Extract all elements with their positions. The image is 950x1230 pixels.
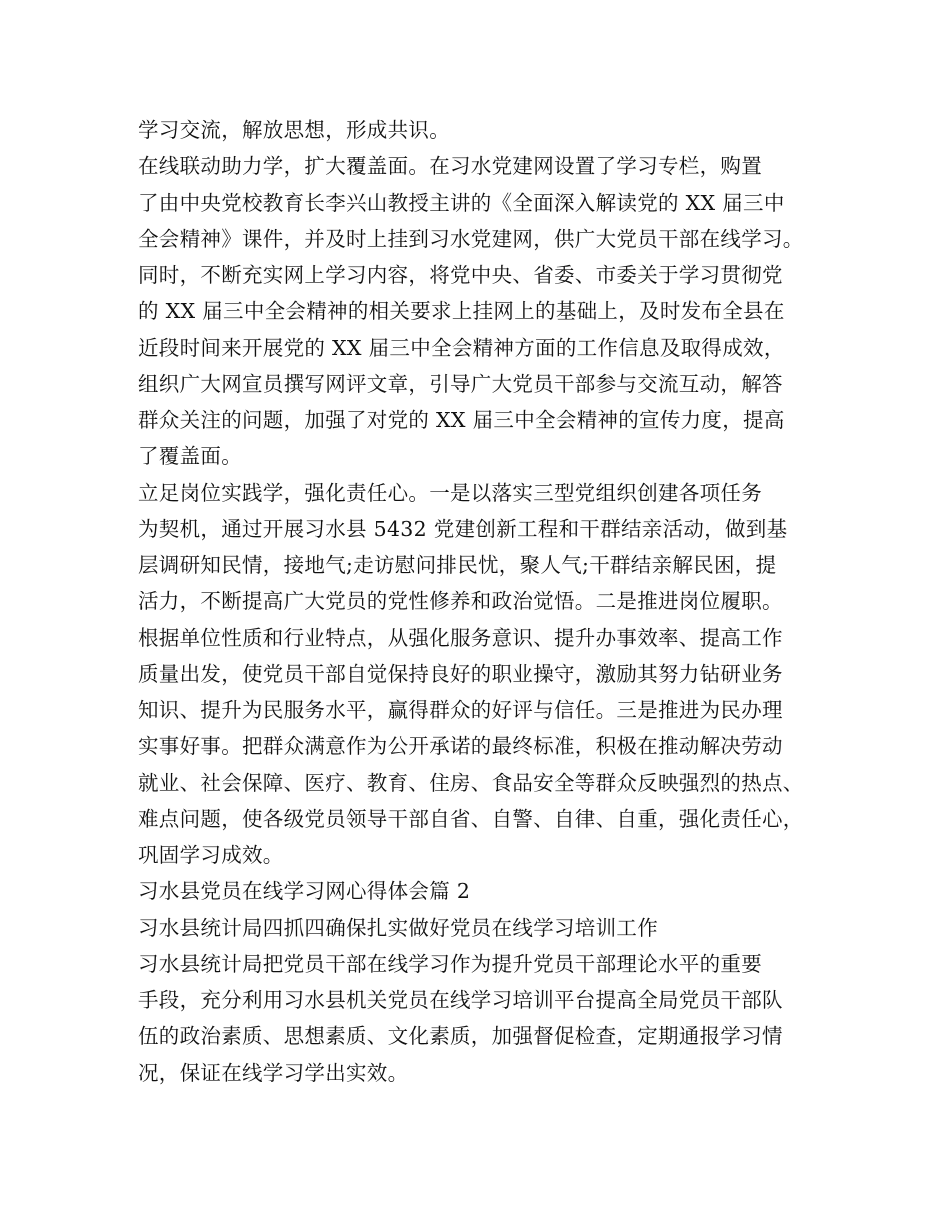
text-line: 手段，充分利用习水县机关党员在线学习培训平台提高全局党员干部队 bbox=[138, 988, 783, 1012]
text-line: 质量出发，使党员干部自觉保持良好的职业操守，激励其努力钻研业务 bbox=[138, 662, 783, 686]
text-line: 活力，不断提高广大党员的党性修养和政治觉悟。二是推进岗位履职。 bbox=[138, 589, 783, 613]
article-title: 习水县统计局四抓四确保扎实做好党员在线学习培训工作 bbox=[138, 916, 658, 940]
text-line: 就业、社会保障、医疗、教育、住房、食品安全等群众反映强烈的热点、 bbox=[138, 771, 804, 795]
text-line: 实事好事。把群众满意作为公开承诺的最终标准，积极在推动解决劳动 bbox=[138, 734, 783, 758]
text-line: 组织广大网宣员撰写网评文章，引导广大党员干部参与交流互动，解答 bbox=[138, 372, 783, 396]
text-line: 同时，不断充实网上学习内容，将党中央、省委、市委关于学习贯彻党 bbox=[138, 263, 783, 287]
text-line: 层调研知民情，接地气;走访慰问排民忧，聚人气;干群结亲解民困，提 bbox=[138, 553, 777, 577]
text-line: 况，保证在线学习学出实效。 bbox=[138, 1061, 409, 1085]
text-line: 群众关注的问题，加强了对党的 XX 届三中全会精神的宣传力度，提高 bbox=[138, 408, 785, 432]
text-line: 难点问题，使各级党员领导干部自省、自警、自律、自重，强化责任心， bbox=[138, 807, 804, 831]
text-line: 巩固学习成效。 bbox=[138, 843, 284, 867]
text-line: 习水县统计局把党员干部在线学习作为提升党员干部理论水平的重要 bbox=[138, 952, 762, 976]
section-heading: 习水县党员在线学习网心得体会篇 2 bbox=[138, 879, 471, 903]
text-line: 的 XX 届三中全会精神的相关要求上挂网上的基础上，及时发布全县在 bbox=[138, 299, 785, 323]
text-line: 了覆盖面。 bbox=[138, 444, 242, 468]
text-line: 学习交流，解放思想，形成共识。 bbox=[138, 118, 450, 142]
text-line: 在线联动助力学，扩大覆盖面。在习水党建网设置了学习专栏，购置 bbox=[138, 154, 762, 178]
text-line: 知识、提升为民服务水平，赢得群众的好评与信任。三是推进为民办理 bbox=[138, 698, 783, 722]
text-line: 了由中央党校教育长李兴山教授主讲的《全面深入解读党的 XX 届三中 bbox=[138, 191, 785, 215]
text-line: 为契机，通过开展习水县 5432 党建创新工程和干群结亲活动，做到基 bbox=[138, 517, 788, 541]
text-line: 近段时间来开展党的 XX 届三中全会精神方面的工作信息及取得成效， bbox=[138, 336, 785, 360]
text-line: 全会精神》课件，并及时上挂到习水党建网，供广大党员干部在线学习。 bbox=[138, 227, 804, 251]
text-line: 根据单位性质和行业特点，从强化服务意识、提升办事效率、提高工作 bbox=[138, 626, 783, 650]
text-line: 立足岗位实践学，强化责任心。一是以落实三型党组织创建各项任务 bbox=[138, 481, 762, 505]
text-line: 伍的政治素质、思想素质、文化素质，加强督促检查，定期通报学习情 bbox=[138, 1024, 783, 1048]
